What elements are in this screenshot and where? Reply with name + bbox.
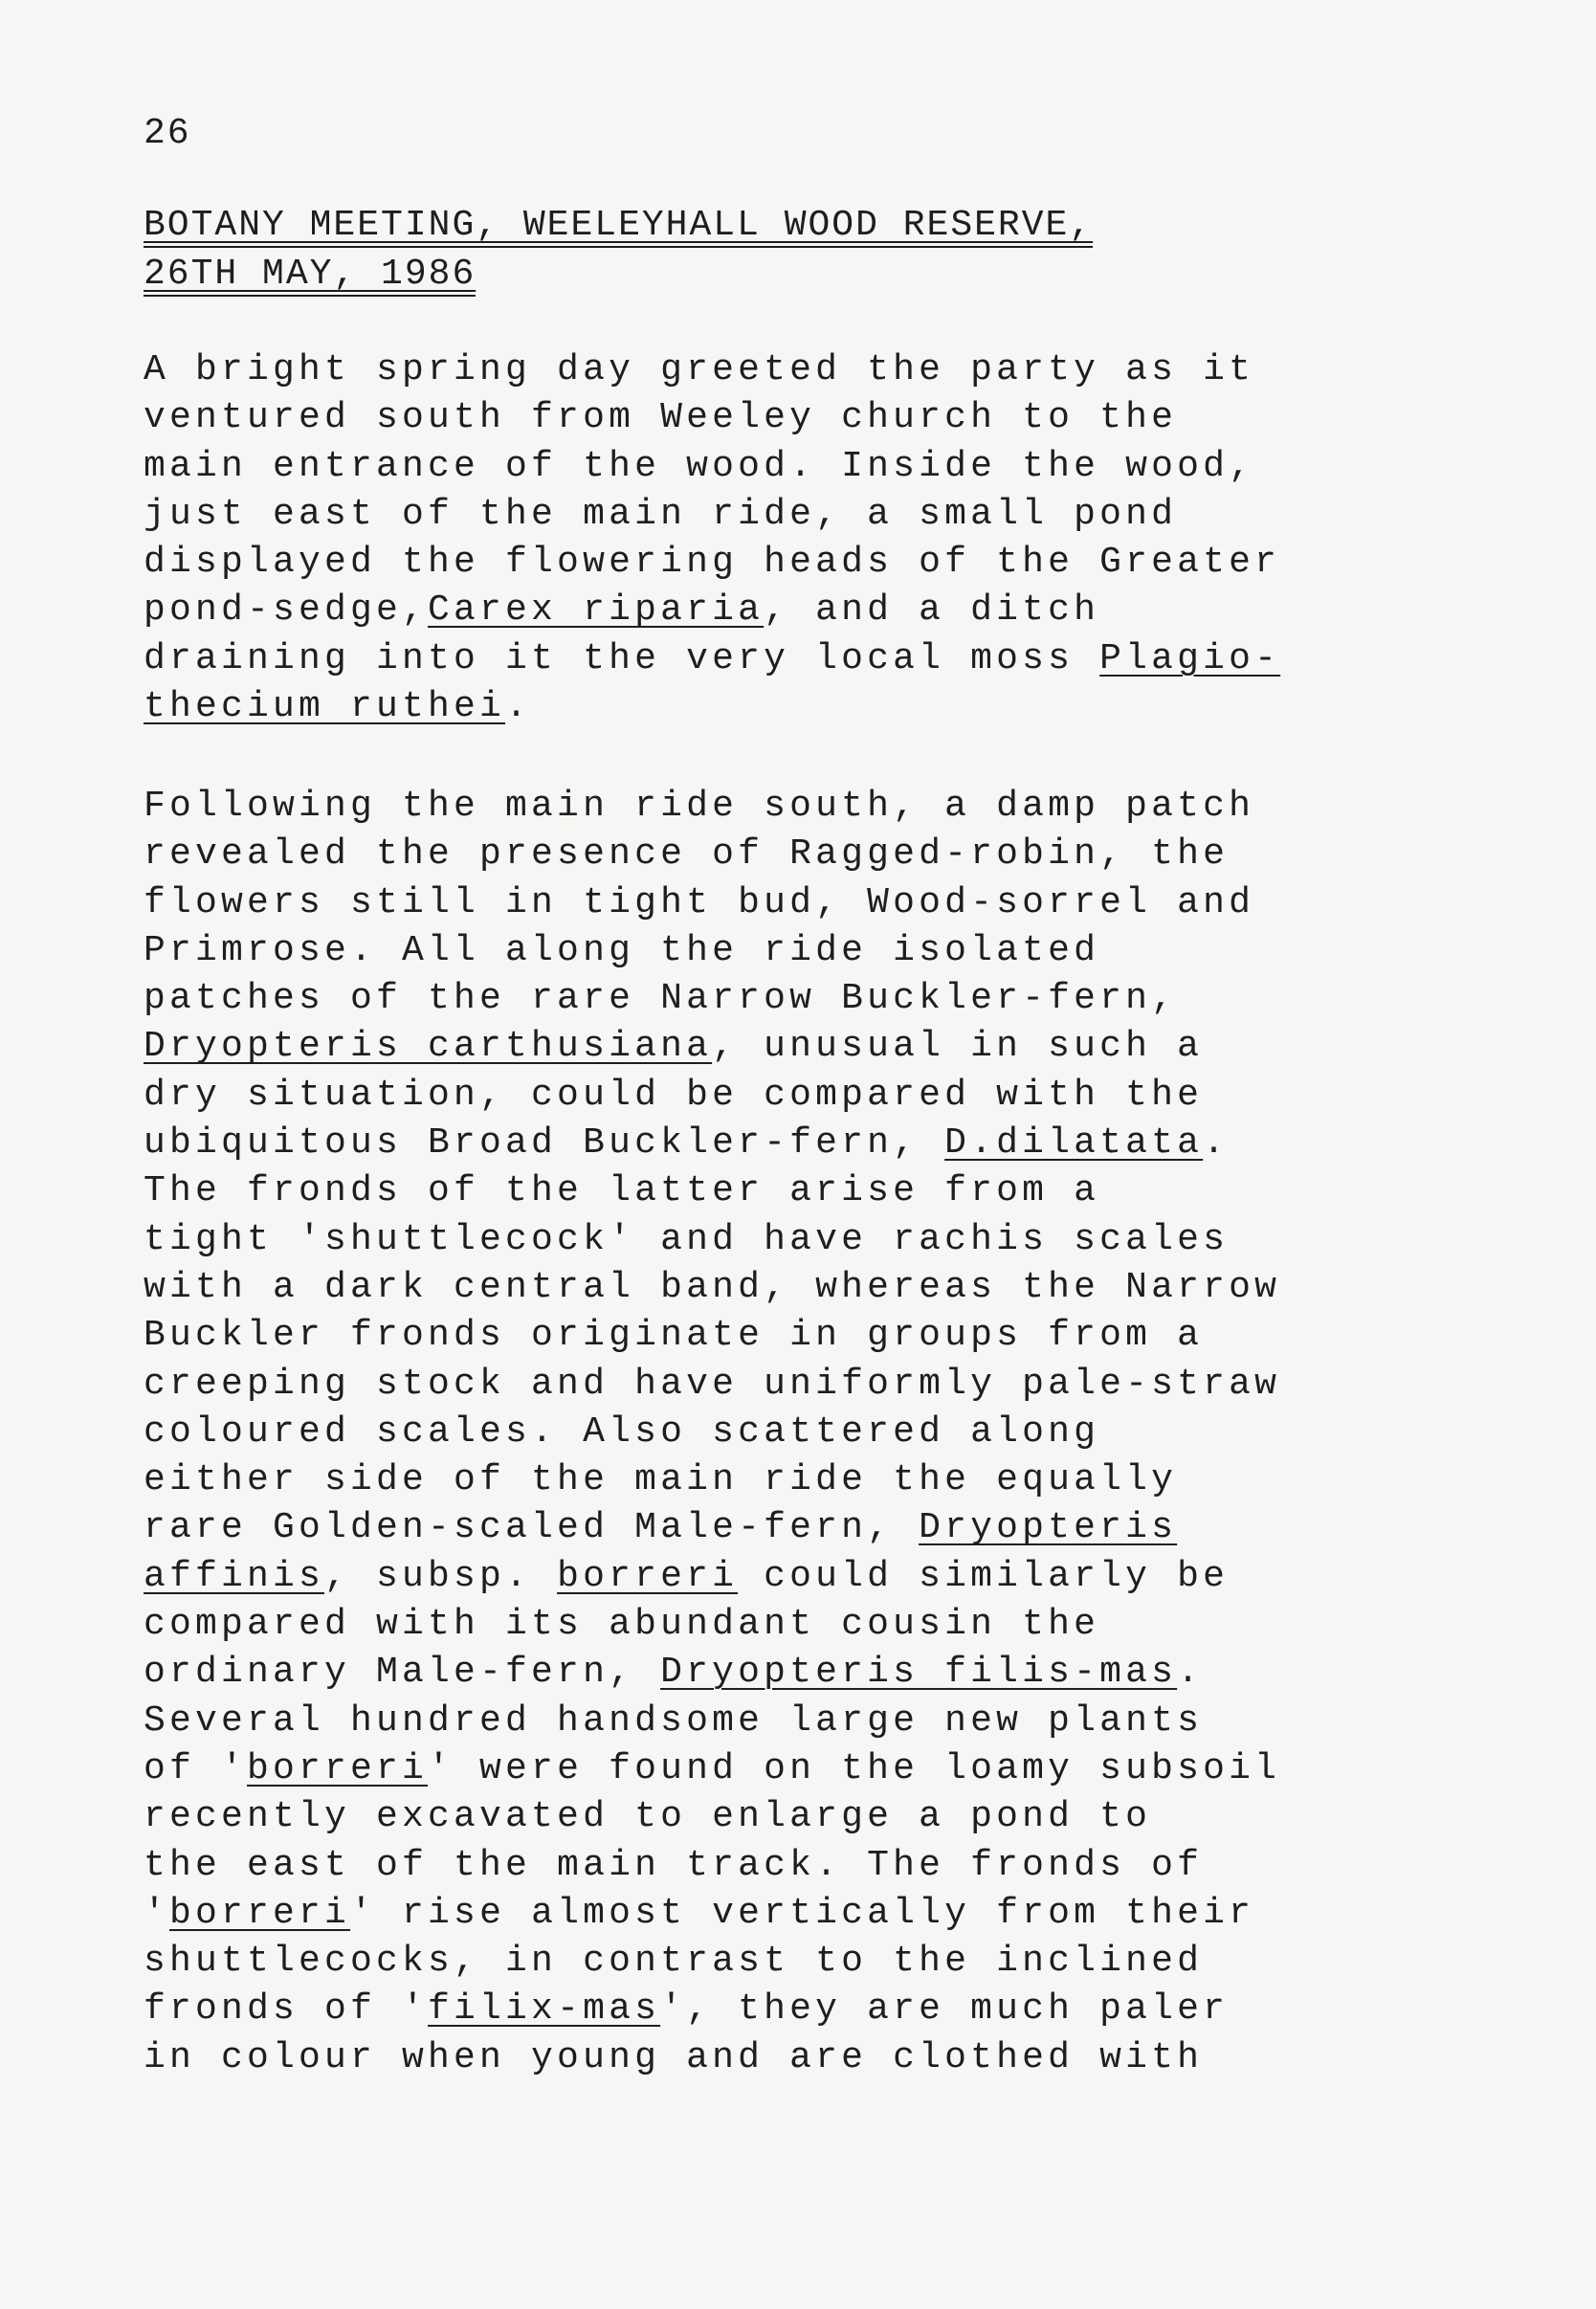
text-line <box>144 831 1483 878</box>
text-run: . <box>1177 1652 1204 1694</box>
text-line <box>144 1216 1483 1264</box>
species-name: Dryopteris <box>919 1507 1178 1549</box>
text-line <box>144 1793 1483 1841</box>
text-line <box>144 1553 1483 1601</box>
text-line <box>144 346 1483 394</box>
text-run: , and a ditch <box>764 589 1100 632</box>
text-line <box>144 1504 1483 1552</box>
text-line <box>144 783 1483 831</box>
text-run: draining into it the very local moss <box>144 637 1100 679</box>
text-run: patches of the rare Narrow Buckler-fern, <box>144 978 1178 1020</box>
text-run: Buckler fronds originate in groups from a <box>144 1315 1204 1357</box>
text-line <box>144 2034 1483 2082</box>
text-run: tight 'shuttlecock' and have rachis scales <box>144 1218 1230 1260</box>
text-run: main entrance of the wood. Inside the wood, <box>144 445 1255 487</box>
text-run: the east of the main track. The fronds of <box>144 1844 1204 1886</box>
species-name: thecium ruthei <box>144 686 506 728</box>
species-name: Plagio- <box>1099 637 1281 679</box>
article-heading <box>144 201 1387 299</box>
text-line <box>144 1698 1483 1745</box>
text-run: pond-sedge, <box>144 589 429 632</box>
text-line <box>144 1601 1483 1649</box>
text-run: displayed the flowering heads of the Greater <box>144 542 1281 584</box>
text-line <box>144 1890 1483 1938</box>
text-line <box>144 635 1483 683</box>
text-line <box>144 683 1483 731</box>
text-run: revealed the presence of Ragged-robin, the <box>144 833 1230 876</box>
text-run: compared with its abundant cousin the <box>144 1604 1100 1646</box>
text-run: . <box>1203 1122 1230 1165</box>
text-line <box>144 1842 1483 1890</box>
text-run: coloured scales. Also scattered along <box>144 1410 1100 1453</box>
text-run: could similarly be <box>738 1555 1230 1597</box>
text-line <box>144 1167 1483 1215</box>
text-line <box>144 1649 1483 1697</box>
text-run: ' rise almost vertically from their <box>350 1892 1255 1934</box>
text-line <box>144 1456 1483 1504</box>
text-run: Several hundred handsome large new plants <box>144 1699 1204 1742</box>
text-run: creeping stock and have uniformly pale-straw <box>144 1363 1281 1405</box>
text-run: just east of the main ride, a small pond <box>144 493 1178 535</box>
text-run: flowers still in tight bud, Wood-sorrel and <box>144 881 1255 923</box>
species-name: Dryopteris filis-mas <box>660 1652 1178 1694</box>
text-run: rare Golden-scaled Male-fern, <box>144 1507 920 1549</box>
text-line <box>144 1409 1483 1456</box>
text-run: ubiquitous Broad Buckler-fern, <box>144 1122 945 1165</box>
text-line <box>144 1120 1483 1167</box>
text-line <box>144 1072 1483 1120</box>
text-run: recently excavated to enlarge a pond to <box>144 1796 1152 1838</box>
text-line <box>144 539 1483 587</box>
text-run: Primrose. All along the ride isolated <box>144 929 1100 971</box>
text-line <box>144 1938 1483 1986</box>
heading-line-1: BOTANY MEETING, WEELEYHALL WOOD RESERVE, <box>144 205 1094 246</box>
species-name: borreri <box>247 1747 429 1789</box>
text-line <box>144 1361 1483 1409</box>
species-name: Carex riparia <box>428 589 765 632</box>
text-run: . <box>505 686 532 728</box>
text-run: fronds of ' <box>144 1988 429 2031</box>
text-run: dry situation, could be compared with the <box>144 1074 1204 1116</box>
species-name: borreri <box>169 1892 351 1934</box>
text-run: ' <box>144 1892 170 1934</box>
text-line <box>144 927 1483 975</box>
text-line <box>144 587 1483 634</box>
text-run: ' were found on the loamy subsoil <box>428 1747 1281 1789</box>
species-name: affinis <box>144 1555 325 1597</box>
text-line <box>144 394 1483 442</box>
text-run: ', they are much paler <box>660 1988 1230 2031</box>
species-name: Dryopteris carthusiana <box>144 1026 713 1068</box>
page-number: 26 <box>144 113 191 154</box>
text-line <box>144 1745 1483 1793</box>
text-line <box>144 975 1483 1023</box>
text-run: A bright spring day greeted the party as it <box>144 349 1255 390</box>
text-line <box>144 443 1483 491</box>
heading-line-2: 26TH MAY, 1986 <box>144 254 477 295</box>
text-line <box>144 1023 1483 1071</box>
text-line <box>144 491 1483 539</box>
species-name: filix-mas <box>428 1988 661 2031</box>
text-line <box>144 1986 1483 2033</box>
text-run: , unusual in such a <box>712 1026 1204 1068</box>
paragraph-1 <box>144 346 1483 731</box>
species-name: borreri <box>557 1555 739 1597</box>
text-run: Following the main ride south, a damp patch <box>144 786 1255 827</box>
text-line <box>144 1264 1483 1312</box>
species-name: D.dilatata <box>944 1122 1204 1165</box>
text-run: , subsp. <box>324 1555 558 1597</box>
text-run: ordinary Male-fern, <box>144 1652 661 1694</box>
text-run: either side of the main ride the equally <box>144 1459 1178 1501</box>
text-run: with a dark central band, whereas the Narrow <box>144 1266 1281 1308</box>
text-run: The fronds of the latter arise from a <box>144 1170 1100 1212</box>
text-line <box>144 1312 1483 1360</box>
text-run: of ' <box>144 1747 248 1789</box>
text-run: ventured south from Weeley church to the <box>144 397 1178 439</box>
text-run: in colour when young and are clothed with <box>144 2036 1204 2078</box>
text-run: shuttlecocks, in contrast to the inclined <box>144 1941 1204 1983</box>
paragraph-2 <box>144 783 1483 2082</box>
text-line <box>144 879 1483 927</box>
